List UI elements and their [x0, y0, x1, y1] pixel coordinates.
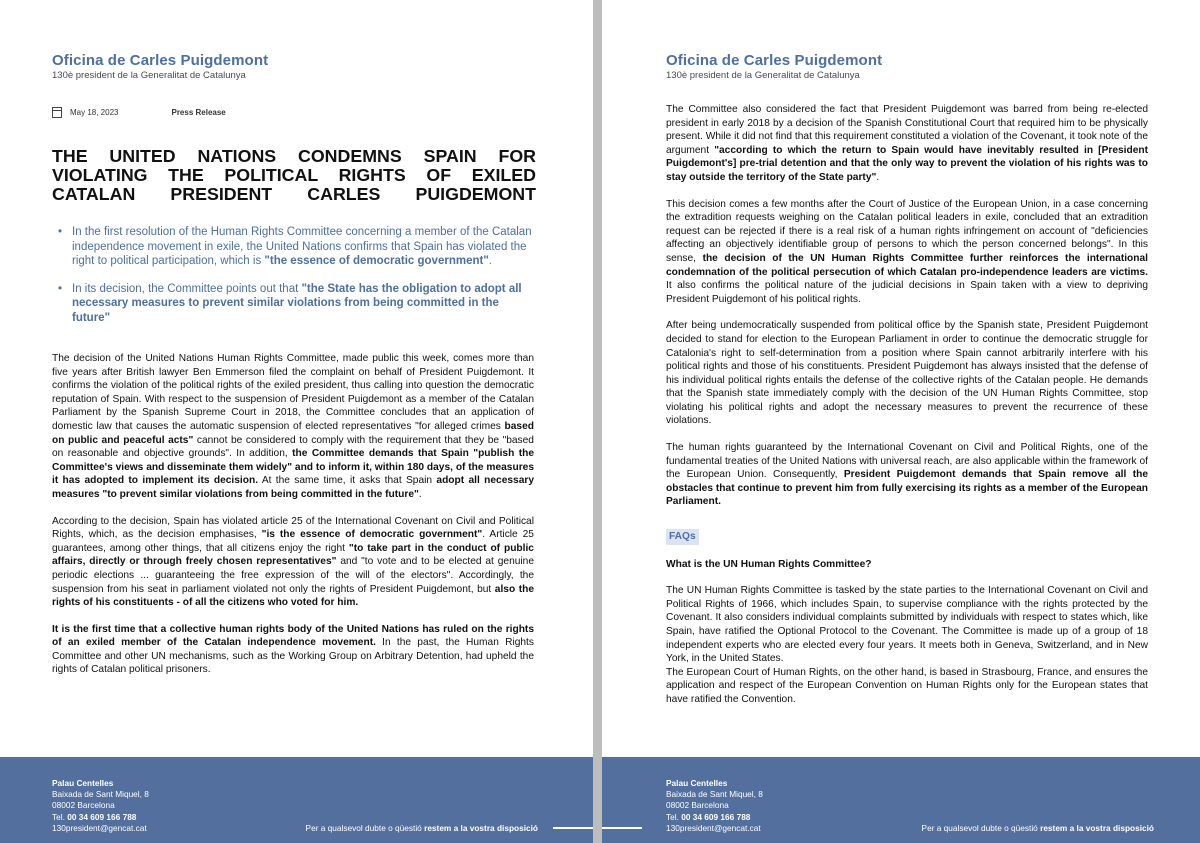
- paragraph: It is the first time that a collective human rights body of the United Nations has ruled on the rights of an exiled member of the Catalan independence movement. In the past, the Human Rights Committee and other UN mechanisms, such as the Working Group on Arbitrary Detention, had upheld the rights of Catalan political prisoners.: [52, 623, 534, 676]
- faq-label: FAQs: [666, 529, 699, 545]
- summary-bullet: • In its decision, the Committee points out that "the State has the obligation to adopt all necessary measures to prevent similar violations from being committed in the future": [58, 282, 538, 326]
- footer: [602, 757, 1200, 843]
- paragraph: The UN Human Rights Committee is tasked by the state parties to the International Covenant on Civil and Political Rights of 1966, which includes Spain, to supervise compliance with the rights protected by the Covenant. It also considers individual complaints submitted by individuals with respect to states which, like Spain, have ratified the Optional Protocol to the Covenant. The Committee is made up of a group of 18 independent experts who are elected every four years. It meets both in Geneva, Switzerland, and in New York, in the United States.: [666, 585, 1148, 665]
- page-2-body: [666, 103, 1148, 720]
- page-1-body: [52, 352, 534, 690]
- footer-rule: [602, 827, 642, 829]
- summary-bullets: [58, 225, 538, 338]
- footer-address: Palau Centelles Baixada de Sant Miquel, 8 08002 Barcelona Tel. 00 34 609 166 788 130president@gencat.cat: [666, 778, 763, 833]
- paragraph: According to the decision, Spain has violated article 25 of the International Covenant on Civil and Political Rights, which, as the decision emphasises, "is the essence of democratic government". Article 25 guarantees, among other things, that all citizens enjoy the right "to take part in the conduct of public affairs, directly or through freely chosen representatives" and "to vote and to be elected at genuine periodic elections ... guaranteeing the free expression of the will of the electors". Accordingly, the suspension from his seat in parliament violated not only the rights of President Puigdemont, but also the rights of his constituents - of all the citizens who voted for him.: [52, 515, 534, 609]
- paragraph: The human rights guaranteed by the International Covenant on Civil and Political Rights, one of the fundamental treaties of the United Nations with universal reach, are also applicable within the framework of the European Union. Consequently, President Puigdemont demands that Spain remove all the obstacles that continue to prevent him from fully exercising its rights as a member of the European Parliament.: [666, 442, 1148, 508]
- headline-line-2: VIOLATING THE POLITICAL RIGHTS OF EXILED: [52, 165, 536, 185]
- release-type: Press Release: [171, 108, 226, 117]
- summary-bullet: • In the first resolution of the Human Rights Committee concerning a member of the Catalan independence movement in exile, the United Nations confirms that Spain has violated the right to political participation, which is "the essence of democratic government".: [58, 225, 538, 269]
- page-gap: [593, 0, 602, 843]
- footer: [0, 757, 593, 843]
- footer-disposition: Per a qualsevol dubte o qüestió restem a la vostra disposició: [921, 823, 1154, 833]
- calendar-icon: [52, 107, 62, 118]
- office-title: Oficina de Carles Puigdemont: [52, 52, 269, 69]
- footer-disposition: Per a qualsevol dubte o qüestió restem a la vostra disposició: [305, 823, 538, 833]
- headline: [52, 147, 536, 204]
- footer-email[interactable]: 130president@gencat.cat: [666, 822, 761, 833]
- paragraph: The European Court of Human Rights, on the other hand, is based in Strasbourg, France, and ensures the application and respect of the European Convention on Human Rights only for the European states that have ratified the Convention.: [666, 666, 1148, 705]
- footer-email[interactable]: 130president@gencat.cat: [52, 822, 147, 833]
- office-title: Oficina de Carles Puigdemont: [666, 52, 883, 69]
- office-subtitle: 130è president de la Generalitat de Catalunya: [666, 70, 860, 81]
- page-1: [0, 0, 593, 843]
- paragraph: The decision of the United Nations Human Rights Committee, made public this week, comes more than five years after British lawyer Ben Emmerson filed the complaint on behalf of President Puigdemont. It confirms the violation of the political rights of the exiled president, thus calling into question the democratic reputation of Spain. With respect to the suspension of President Puigdemont as a member of the Catalan Parliament by the Spanish Supreme Court in 2018, the Committee concludes that an application of domestic law that causes the automatic suspension of elected representatives "for alleged crimes based on public and peaceful acts" cannot be considered to comply with the requirement that they be "based on reasonable and objective grounds". In addition, the Committee demands that Spain "publish the Committee's views and disseminate them widely" and to inform it, within 180 days, of the measures it has adopted to implement its decision. At the same time, it asks that Spain adopt all necessary measures "to prevent similar violations from being committed in the future".: [52, 353, 534, 500]
- release-date: May 18, 2023: [70, 108, 119, 117]
- release-meta: [52, 107, 226, 118]
- footer-phone[interactable]: 00 34 609 166 788: [67, 811, 137, 822]
- paragraph: The Committee also considered the fact that President Puigdemont was barred from being re-elected president in early 2018 by a decision of the Spanish Constitutional Court that required him to be physically present. While it did not find that this requirement constituted a violation of the Covenant, it took note of the argument "according to which the return to Spain would have inevitably resulted in [President Puigdemont's] pre-trial detention and that the only way to prevent the violation of his rights was to stay outside the territory of the State party".: [666, 104, 1149, 183]
- headline-line-3: CATALAN PRESIDENT CARLES PUIGDEMONT: [52, 184, 536, 204]
- paragraph: This decision comes a few months after the Court of Justice of the European Union, in a case concerning the extradition requests weighing on the Catalan political leaders in exile, concluded that an extradition request can be rejected if there is a real risk of a human rights infringement on account of "deficiencies affecting an objectively identifiable group of persons to which the person concerned belongs". In this sense, the decision of the UN Human Rights Committee further reinforces the international condemnation of the political persecution of which Catalan pro-independence leaders are victims. It also confirms the political nature of the judicial decisions in Spain taken with a view to depriving President Puigdemont of his political rights.: [666, 198, 1148, 305]
- footer-rule: [553, 827, 593, 829]
- office-subtitle: 130è president de la Generalitat de Catalunya: [52, 70, 246, 81]
- paragraph: After being undemocratically suspended from political office by the Spanish state, President Puigdemont decided to stand for election to the European Parliament in order to continue the democratic struggle for Catalonia's right to self-determination from a position where Spain cannot arbitrarily interfere with his political rights and those of his constituents. President Puigdemont has always insisted that the defense of his individual political rights entails the defense of the collective rights of the Catalan people. He demands that the Spanish state immediately comply with the decision of the UN Human Rights Committee, stop violating his political rights and adopt the necessary measures to prevent the recurrence of these violations.: [666, 320, 1148, 427]
- footer-address: Palau Centelles Baixada de Sant Miquel, 8 08002 Barcelona Tel. 00 34 609 166 788 130president@gencat.cat: [52, 778, 149, 833]
- footer-phone[interactable]: 00 34 609 166 788: [681, 811, 751, 822]
- faq-question: What is the UN Human Rights Committee?: [666, 558, 872, 570]
- headline-line-1: THE UNITED NATIONS CONDEMNS SPAIN FOR: [52, 146, 536, 166]
